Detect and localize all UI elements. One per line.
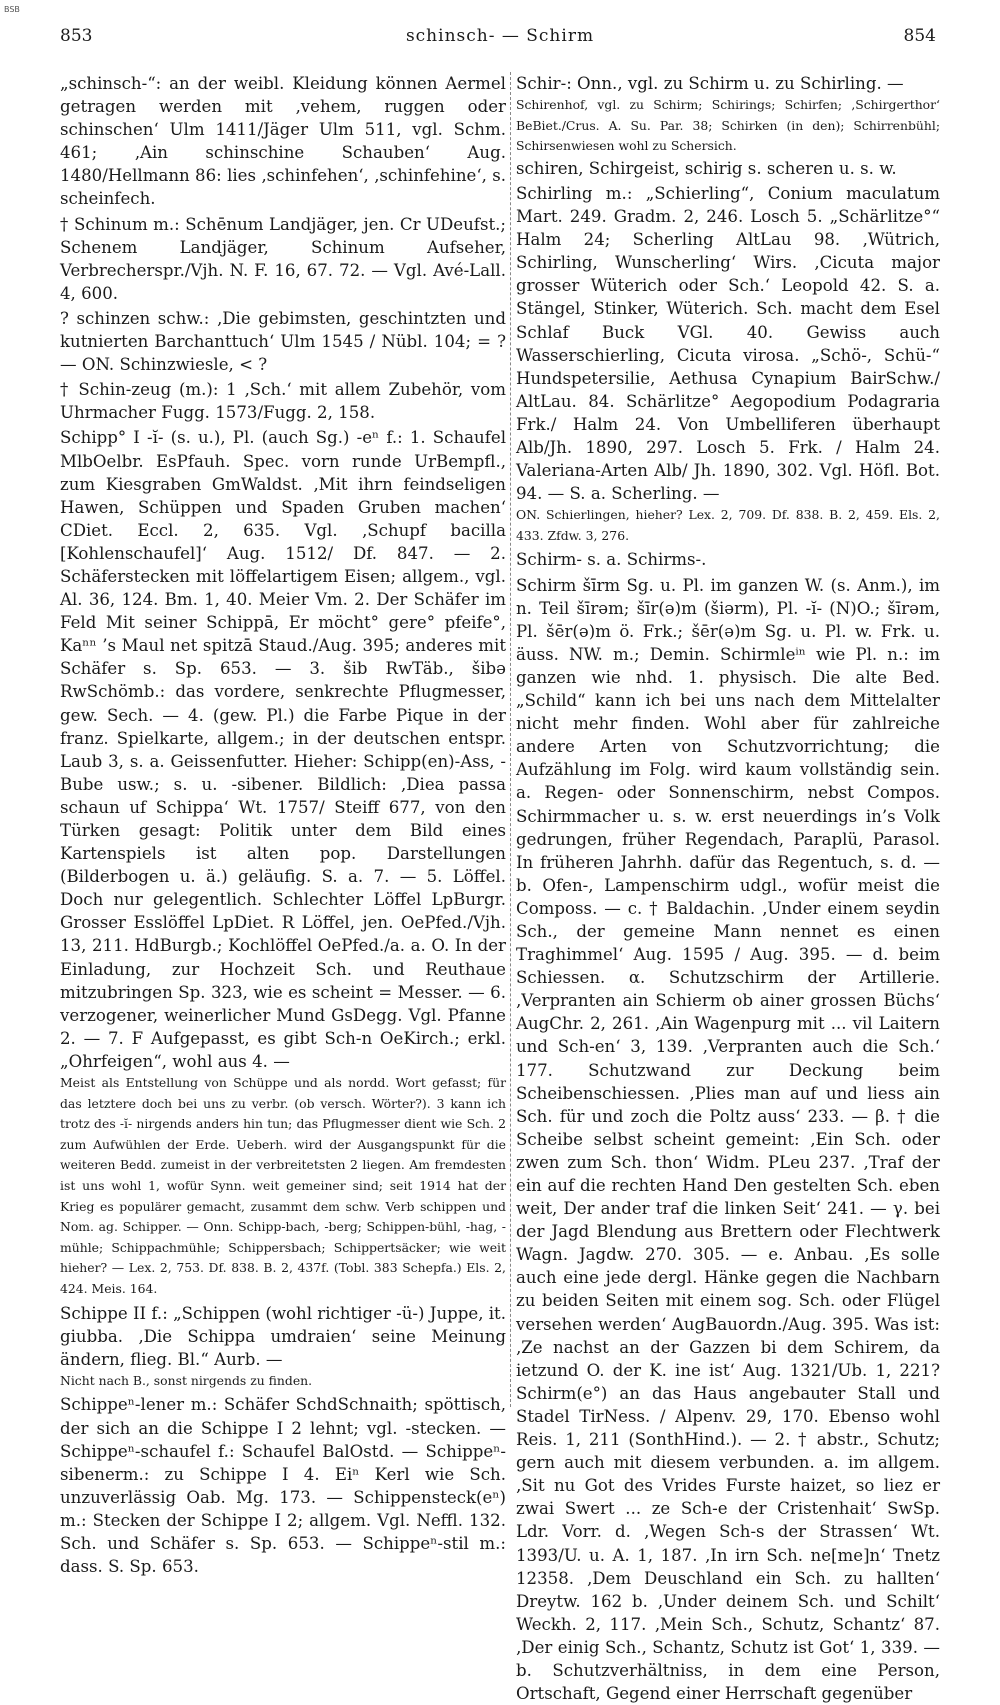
column-divider <box>510 72 511 1407</box>
entry-paragraph: schiren, Schirgeist, schirig s. scheren u. s. w. <box>516 158 897 178</box>
footnote-paragraph: ON. Schierlingen, hieher? Lex. 2, 709. Df. 838. B. 2, 459. Els. 2, 433. Zfdw. 3, 276. <box>516 507 940 543</box>
column-number-left: 853 <box>60 26 93 46</box>
entry-paragraph: Schipp° I -ĭ- (s. u.), Pl. (auch Sg.) -eⁿ f.: 1. Schaufel MlbOelbr. EsPfauh. Spec. vorn runde UrBempfl., zum Kiesgraben GmWaldst. ‚Mit ihrn feindseligen Hawen, Schüppen und Spaden Gruben machen‘ CDiet. Eccl. 2, 635. Vgl. ‚Schupf bacilla [Kohlenschaufel]‘ Aug. 1512/ Df. 847. — 2. Schäferstecken mit löffelartigem Eisen; allgem., vgl. Al. 36, 124. Bm. 1, 40. Meier Vm. 2. Der Schäfer im Feld Mit seiner Schippā, Er möcht° gere° pfeife°, Kaⁿⁿ ’s Maul net spitzā Staud./Aug. 395; anderes mit Schäfer s. Sp. 653. — 3. šib RwTäb., šibə RwSchömb.: das vordere, senkrechte Pflugmesser, gew. Sech. — 4. (gew. Pl.) die Farbe Pique in der franz. Spielkarte, allgem.; in der deutschen entspr. Laub 3, s. a. Geissenfutter. Hieher: Schipp(en)-Ass, -Bube usw.; s. u. -sibener. Bildlich: ‚Diea passa schaun uf Schippa‘ Wt. 1757/ Steiff 677, von den Türken gesagt: Politik unter dem Bild eines Kartenspiels ist alten pop. Darstellungen (Bilderbogen u. ä.) geläufig. S. a. 7. — 5. Löffel. Doch nur gelegentlich. Schlechter Löffel LpBurgr. Grosser Esslöffel LpDiet. R Löffel, jen. OePfed./Vjh. 13, 211. HdBurgb.; Kochlöffel OePfed./a. a. O. In der Einladung, zur Hochzeit Sch. und Reuthaue mitzubringen Sp. 323, wie es scheint = Messer. — 6. verzogener, weinerlicher Mund GsDegg. Vgl. Pfanne 2. — 7. F Aufgepasst, es gibt Sch-n OeKirch.; erkl. „Ohrfeigen“, wohl aus 4. — <box>60 428 506 1071</box>
page-header-title: schinsch- — Schirm <box>405 26 595 46</box>
entry-paragraph: Schirm šīrm Sg. u. Pl. im ganzen W. (s. Anm.), im n. Teil šīrəm; šīr(ə)m (šiərm), Pl. -ĭ- (N)O.; šīrəm, Pl. šēr(ə)m ö. Frk.; šēr(ə)m Sg. u. Pl. w. Frk. u. äuss. NW. m.; Demin. Schirmleⁱⁿ wie Pl. n.: im ganzen wie nhd. 1. physisch. Die alte Bed. „Schild“ kann ich bei uns nach dem Mittelalter nicht mehr finden. Wohl aber für zahlreiche andere Arten von Schutzvorrichtung; die Aufzählung im Folg. wird kaum vollständig sein. a. Regen- oder Sonnenschirm, nebst Compos. Schirmmacher u. s. w. erst neuerdings in’s Volk gedrungen, früher Regendach, Paraplü, Parasol. In früheren Jahrhh. dafür das Regentuch, s. d. — b. Ofen-, Lampenschirm udgl., wofür meist die Composs. — c. † Baldachin. ‚Under einem seydin Sch., der gemeine Mann nennet es einen Traghimmel‘ Aug. 1595 / Aug. 395. — d. beim Schiessen. α. Schutzschirm der Artillerie. ‚Verpranten ain Schierm ob ainer grossen Büchs‘ AugChr. 2, 261. ‚Ain Wagenpurg mit ... vil Laitern und Sch-en‘ 3, 139. ‚Verpranten auch die Sch.‘ 177. Schutzwand zur Deckung beim Scheibenschiessen. ‚Plies man auf und liess ain Sch. für und zoch die Poltz auss‘ 233. — β. † die Scheibe selbst scheint gemeint: ‚Ein Sch. oder zwen zum Sch. thon‘ Widm. PLeu 237. ‚Traf der ein auf die rechten Hand Den gestelten Sch. eben weit, Der ander traf die linken Seit‘ 241. — γ. bei der Jagd Blendung aus Brettern oder Flechtwerk Wagn. Jagdw. 270. 305. — e. Anbau. ‚Es solle auch eine jede dergl. Hänke gegen die Nachbarn zu beiden Seiten mit einem sog. Sch. oder Flügel versehen werden‘ AugBauordn./Aug. 395. Was ist: ‚Ze nachst an der Gazzen bi dem Schirem, da ietzund O. der K. ine ist‘ Aug. 1321/Ub. 1, 221? Schirm(e°) an das Haus angebauter Stall und Stadel TirNess. / Alpenv. 29, 170. Ebenso wohl Reis. 1, 211 (SonthHind.). — 2. † abstr., Schutz; gern auch mit diesem verbunden. a. im allgem. ‚Sit nu Got des Vrides Furste haizet, so liez er zwai Swert ... ze Sch-e der Cristenhait‘ SwSp. Ldr. Vorr. d. ‚Wegen Sch-s der Strassen‘ Wt. 1393/U. u. A. 1, 187. ‚In irn Sch. ne[me]n‘ Tnetz 12358. ‚Dem Deuschland ein Sch. zu hallten‘ Dreytw. 162 b. ‚Under deinem Sch. und Schilt‘ Weckh. 2, 117. ‚Mein Sch., Schutz, Schantz‘ 87. ‚Der einig Sch., Schantz, Schutz ist Got‘ 1, 339. — b. Schutzverhältniss, in dem eine Person, Ortschaft, Gegend einer Herrschaft gegenüber <box>516 575 940 1704</box>
left-column <box>60 72 506 1577</box>
entry-paragraph: Schir-: Onn., vgl. zu Schirm u. zu Schirling. — <box>516 74 904 93</box>
entry-paragraph: „schinsch-“: an der weibl. Kleidung können Aermel getragen werden mit ‚vehem, ruggen oder schinschen‘ Ulm 1411/Jäger Ulm 511, vgl. Schm. 461; ‚Ain schinschine Schauben‘ Aug. 1480/Hellmann 86: lies ‚schinfehen‘, ‚schinfehine‘, s. scheinfech. <box>60 74 506 209</box>
library-stamp: BSB <box>4 5 20 14</box>
column-number-right: 854 <box>903 26 936 46</box>
entry-paragraph: Schippeⁿ-lener m.: Schäfer SchdSchnaith; spöttisch, der sich an die Schippe I 2 lehnt; vgl. -stecken. — Schippeⁿ-schaufel f.: Schaufel BalOstd. — Schippeⁿ-sibenerm.: zu Schippe I 4. Eiⁿ Kerl wie Sch. unzuverlässig Oab. Mg. 173. — Schippensteck(eⁿ) m.: Stecken der Schippe I 2; allgem. Vgl. Neffl. 132. Sch. und Schäfer s. Sp. 653. — Schippeⁿ-stil m.: dass. S. Sp. 653. <box>60 1395 506 1577</box>
entry-paragraph: ? schinzen schw.: ‚Die gebimsten, geschintzten und kutnierten Barchanttuch‘ Ulm 1545 / Nübl. 104; = ? — ON. Schinzwiesle, < ? <box>60 308 506 375</box>
right-column <box>516 72 940 1704</box>
footnote-paragraph: Meist als Entstellung von Schüppe und als nordd. Wort gefasst; für das letztere doch bei uns zu verbr. (ob versch. Wörter?). 3 kann ich trotz des -ĭ- nirgends anders hin tun; das Pflugmesser dient wie Sch. 2 zum Aufwühlen der Erde. Ueberh. wird der Ausgangspunkt für die weiteren Bedd. zumeist in der verbreitetsten 2 liegen. Am fremdesten ist uns wohl 1, wofür Synn. weit gemeiner sind; seit 1914 hat der Krieg es populärer gemacht, zusammt dem schw. Verb schippen und Nom. ag. Schipper. — Onn. Schipp-bach, -berg; Schippen-bühl, -hag, -mühle; Schippachmühle; Schippersbach; Schippertsäcker; wie weit hieher? — Lex. 2, 753. Df. 838. B. 2, 437f. (Tobl. 383 Schepfa.) Els. 2, 424. Meis. 164. <box>60 1075 506 1296</box>
entry-paragraph: Schirm- s. a. Schirms-. <box>516 550 707 570</box>
entry-paragraph: Schirling m.: „Schierling“, Conium maculatum Mart. 249. Gradm. 2, 246. Losch 5. „Schärlitze°“ Halm 24; Scherling AltLau 98. ‚Wütrich, Schirling, Wunscherling‘ Wirs. ‚Cicuta major grosser Wüterich oder Sch.‘ Leopold 42. S. a. Stängel, Stinker, Wüterich. Sch. macht dem Esel Schlaf Buck VGl. 40. Gewiss auch Wasserschierling, Cicuta virosa. „Schö-, Schü-“ Hundspetersilie, Aethusa Cynapium BairSchw./ AltLau. 84. Schärlitze° Aegopodium Podagraria Frk./ Halm 24. Von Umbelliferen überhaupt Alb/Jh. 1890, 297. Losch 5. Frk. / Halm 24. Valeriana-Arten Alb/ Jh. 1890, 302. Vgl. Höfl. Bot. 94. — S. a. Scherling. — <box>516 183 940 504</box>
entry-paragraph: Schippe II f.: „Schippen (wohl richtiger -ü-) Juppe, it. giubba. ‚Die Schippa umdraien‘ seine Meinung ändern, flieg. Bl.“ Aurb. — <box>60 1303 506 1369</box>
entry-paragraph: † Schinum m.: Schēnum Landjäger, jen. Cr UDeufst.; Schenem Landjäger, Schinum Aufseher, Verbrecherspr./Vjh. N. F. 16, 67. 72. — Vgl. Avé-Lall. 4, 600. <box>60 214 506 303</box>
footnote-paragraph: Schirenhof, vgl. zu Schirm; Schirings; Schirfen; ‚Schirgerthor‘ BeBiet./Crus. A. Su. Par. 38; Schirken (in den); Schirrenbühl; Schirsenwiesen wohl zu Schersich. <box>516 97 940 154</box>
footnote-paragraph: Nicht nach B., sonst nirgends zu finden. <box>60 1372 313 1388</box>
entry-paragraph: † Schin-zeug (m.): 1 ‚Sch.‘ mit allem Zubehör, vom Uhrmacher Fugg. 1573/Fugg. 2, 158. <box>60 380 506 423</box>
